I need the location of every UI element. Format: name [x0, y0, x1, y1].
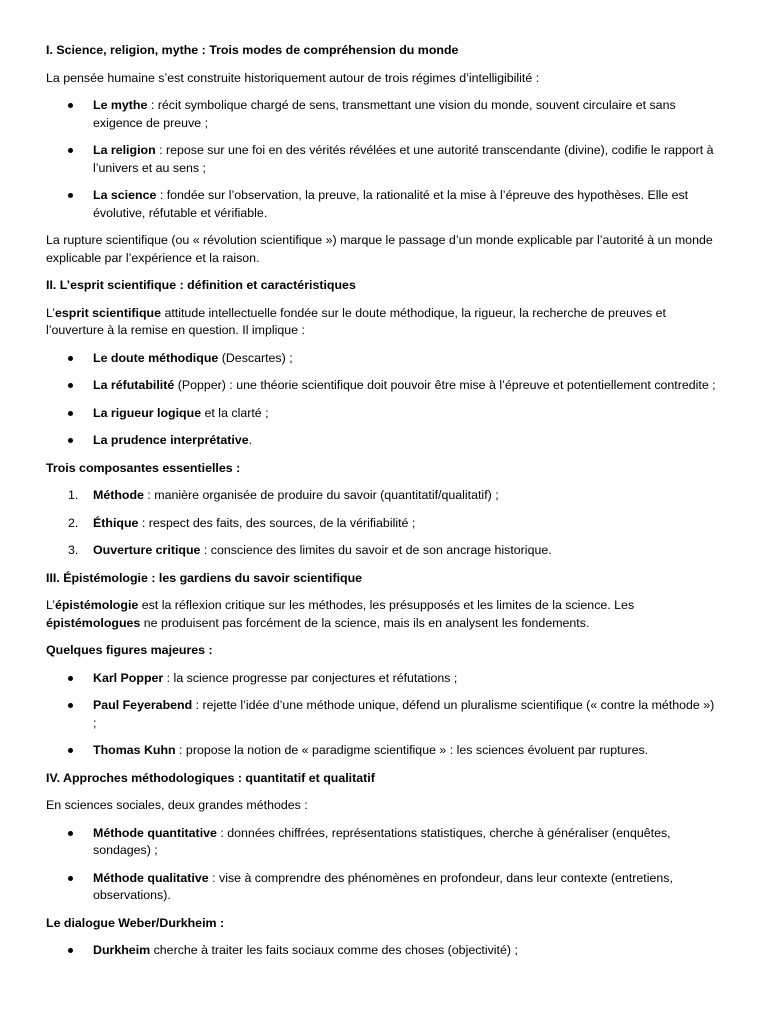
list-item-text: (Popper) : une théorie scientifique doit pouvoir être mise à l’épreuve et potentiellement contredite ;	[174, 378, 716, 392]
list-item-text: : rejette l’idée d’une méthode unique, défend un pluralisme scientifique (« contre la méthode ») ;	[93, 698, 715, 730]
bold-term: épistémologues	[46, 615, 141, 630]
bullet-list	[46, 97, 716, 222]
bullet-list	[46, 942, 716, 960]
list-item-term: La religion	[93, 143, 156, 157]
sub-heading: Le dialogue Weber/Durkheim :	[46, 915, 225, 930]
list-item	[46, 515, 716, 533]
list-number: 2.	[68, 515, 79, 530]
bullet-icon	[68, 438, 73, 443]
list-item	[46, 742, 716, 760]
list-item-term: Paul Feyerabend	[93, 698, 193, 712]
list-item-term: Méthode	[93, 488, 144, 502]
text-run: L’	[46, 598, 55, 612]
list-number: 1.	[68, 488, 79, 502]
list-item	[46, 405, 716, 423]
bullet-icon	[68, 748, 73, 753]
bold-term: épistémologie	[54, 598, 139, 612]
text-run: L’	[46, 305, 55, 320]
list-item	[46, 942, 716, 960]
bullet-icon	[68, 831, 73, 836]
list-item-term: Méthode quantitative	[93, 825, 217, 840]
list-item	[46, 142, 716, 177]
paragraph	[46, 305, 716, 340]
list-item	[46, 487, 716, 505]
bold-term: esprit scientifique	[54, 305, 162, 320]
paragraph: La rupture scientifique (ou « révolution scientifique ») marque le passage d’un monde explicable par l’autorité à un monde explicable par l’expérience et la raison.	[46, 233, 713, 265]
list-item-term: La science	[93, 188, 157, 202]
list-item	[46, 97, 716, 132]
list-item-text: : données chiffrées, représentations statistiques, cherche à généraliser (enquêtes, sondages) ;	[93, 825, 671, 857]
bullet-icon	[68, 948, 73, 953]
list-item-text: : fondée sur l’observation, la preuve, la rationalité et la mise à l’épreuve des hypothèses. Elle est évolutive, réfutable et vérifiable.	[93, 188, 689, 220]
list-item-term: La réfutabilité	[93, 378, 175, 392]
list-item-text: : repose sur une foi en des vérités révélées et une autorité transcendante (divine), codifie le rapport à l’univers et au sens ;	[93, 143, 714, 175]
bullet-icon	[68, 383, 73, 388]
sub-heading: Quelques figures majeures :	[46, 643, 213, 657]
text-run: attitude intellectuelle fondée sur le doute méthodique, la rigueur, la recherche de preuves et l’ouverture à la remise en question. Il implique :	[46, 305, 666, 337]
sub-heading: Trois composantes essentielles :	[46, 460, 241, 475]
list-item-text: : récit symbolique chargé de sens, transmettant une vision du monde, souvent circulaire et sans exigence de preuve ;	[93, 98, 676, 130]
section-heading-2: II. L’esprit scientifique : définition et caractéristiques	[46, 278, 356, 292]
list-item-text: : propose la notion de « paradigme scientifique » : les sciences évoluent par ruptures.	[175, 743, 649, 757]
section-heading-3: III. Épistémologie : les gardiens du savoir scientifique	[46, 570, 363, 585]
list-item-text: : respect des faits, des sources, de la vérifiabilité ;	[138, 515, 416, 530]
bullet-icon	[68, 676, 73, 681]
list-item	[46, 432, 716, 450]
list-item	[46, 377, 716, 395]
numbered-list	[46, 487, 716, 560]
bullet-list	[46, 670, 716, 760]
section-heading-4: IV. Approches méthodologiques : quantitatif et qualitatif	[46, 770, 375, 785]
bullet-icon	[68, 148, 73, 153]
list-item-term: Éthique	[93, 515, 139, 530]
list-item-term: La prudence interprétative	[93, 433, 249, 447]
document-body	[46, 42, 716, 970]
list-item-text: : vise à comprendre des phénomènes en profondeur, dans leur contexte (entretiens, observations).	[93, 870, 673, 902]
list-item-term: Durkheim	[93, 943, 151, 957]
list-item	[46, 350, 716, 368]
text-run: est la réflexion critique sur les méthodes, les présupposés et les limites de la science. Les	[138, 598, 635, 612]
section-heading-1: I. Science, religion, mythe : Trois modes de compréhension du monde	[46, 43, 459, 57]
text-run: ne produisent pas forcément de la science, mais ils en analysent les fondements.	[140, 615, 590, 630]
list-item	[46, 670, 716, 688]
bullet-list	[46, 825, 716, 905]
list-item	[46, 697, 716, 732]
list-number: 3.	[68, 543, 79, 557]
list-item-text: : manière organisée de produire du savoir (quantitatif/qualitatif) ;	[143, 488, 499, 502]
paragraph	[46, 597, 716, 632]
list-item-text: : la science progresse par conjectures et réfutations ;	[163, 670, 458, 685]
list-item	[46, 542, 716, 560]
bullet-icon	[68, 876, 73, 881]
paragraph: En sciences sociales, deux grandes méthodes :	[46, 798, 308, 812]
paragraph: La pensée humaine s’est construite historiquement autour de trois régimes d’intelligibilité :	[46, 70, 540, 85]
list-item	[46, 187, 716, 222]
list-item-term: Ouverture critique	[93, 543, 201, 557]
list-item	[46, 870, 716, 905]
bullet-icon	[68, 193, 73, 198]
list-item	[46, 825, 716, 860]
list-item-term: Méthode qualitative	[93, 870, 209, 885]
list-item-term: Karl Popper	[93, 670, 164, 685]
list-item-text: (Descartes) ;	[218, 350, 293, 365]
bullet-icon	[68, 703, 73, 708]
bullet-icon	[68, 411, 73, 416]
list-item-text: cherche à traiter les faits sociaux comme des choses (objectivité) ;	[150, 943, 518, 957]
bullet-icon	[68, 356, 73, 361]
bullet-list	[46, 350, 716, 450]
list-item-text: .	[248, 433, 253, 447]
bullet-icon	[68, 103, 73, 108]
list-item-text: : conscience des limites du savoir et de son ancrage historique.	[200, 543, 552, 557]
list-item-term: La rigueur logique	[93, 405, 202, 420]
list-item-text: et la clarté ;	[201, 405, 269, 420]
list-item-term: Thomas Kuhn	[93, 743, 176, 757]
list-item-term: Le mythe	[93, 98, 148, 112]
list-item-term: Le doute méthodique	[93, 350, 219, 365]
